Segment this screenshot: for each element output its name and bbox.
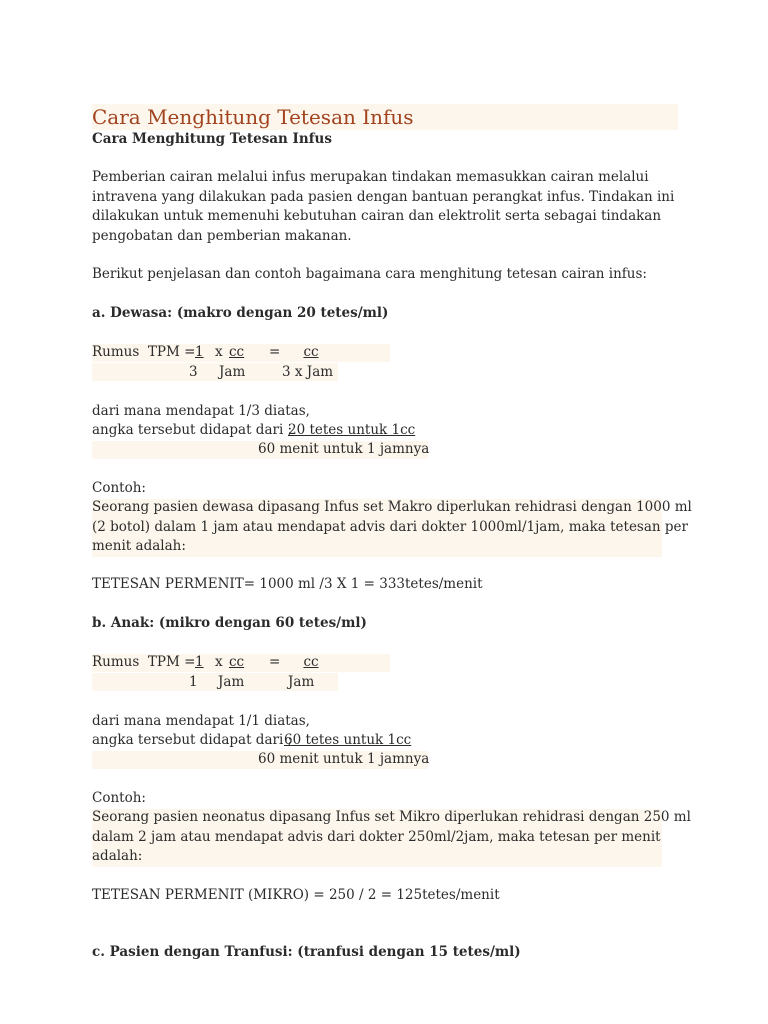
formula-times: x [215, 344, 223, 360]
lead-paragraph: Berikut penjelasan dan contoh bagaimana cara menghitung tetesan cairan infus: [92, 266, 647, 282]
contoh-line: menit adalah: [92, 538, 186, 554]
formula-den: Jam [288, 674, 315, 690]
subtitle: Cara Menghitung Tetesan Infus [92, 131, 332, 147]
intro-line: dilakukan untuk memenuhi kebutuhan cairan dan elektrolit serta sebagai tindakan [92, 208, 662, 224]
formula-equals: = [269, 344, 281, 360]
intro-line: Pemberian cairan melalui infus merupakan tindakan memasukkan cairan melalui [92, 169, 649, 185]
contoh-label: Contoh: [92, 480, 146, 496]
result-line: TETESAN PERMENIT= 1000 ml /3 X 1 = 333tetes/menit [92, 576, 483, 592]
fraction-den: 60 menit untuk 1 jamnya [258, 441, 430, 457]
formula-times: x [215, 654, 223, 670]
page-title: Cara Menghitung Tetesan Infus [92, 104, 678, 130]
contoh-paragraph [92, 808, 691, 867]
rumus-label: Rumus TPM = [92, 654, 196, 670]
intro-line: intravena yang dilakukan pada pasien dengan bantuan perangkat infus. Tindakan ini [92, 188, 675, 205]
section-a-heading: a. Dewasa: (makro dengan 20 tetes/ml) [92, 305, 389, 321]
formula-num: cc [229, 344, 245, 360]
intro-paragraph [92, 168, 682, 246]
contoh-paragraph [92, 498, 692, 557]
formula-num: cc [303, 654, 319, 670]
fraction-den: 60 menit untuk 1 jamnya [258, 751, 430, 767]
dari-line: angka tersebut didapat dari ; [92, 422, 293, 438]
dari-line: dari mana mendapat 1/1 diatas, [92, 713, 310, 729]
formula-den: Jam [218, 674, 245, 690]
result-line: TETESAN PERMENIT (MIKRO) = 250 / 2 = 125tetes/menit [92, 887, 500, 903]
intro-line: pengobatan dan pemberian makanan. [92, 227, 352, 244]
formula-num: cc [303, 344, 319, 360]
contoh-line: dalam 2 jam atau mendapat advis dari dokter 250ml/2jam, maka tetesan per menit [92, 828, 661, 845]
contoh-label: Contoh: [92, 790, 146, 806]
dari-line: angka tersebut didapat dari ; [92, 732, 293, 748]
formula-den: 3 [189, 364, 198, 380]
formula-den: 1 [189, 674, 198, 690]
contoh-line: (2 botol) dalam 1 jam atau mendapat advis dari dokter 1000ml/1jam, maka tetesan per [92, 518, 688, 535]
contoh-line: Seorang pasien dewasa dipasang Infus set Makro diperlukan rehidrasi dengan 1000 ml [92, 499, 692, 515]
section-b-heading: b. Anak: (mikro dengan 60 tetes/ml) [92, 615, 367, 631]
formula-equals: = [269, 654, 281, 670]
section-c-heading: c. Pasien dengan Tranfusi: (tranfusi dengan 15 tetes/ml) [92, 944, 521, 960]
formula-num: 1 [195, 654, 204, 670]
formula-num: 1 [195, 344, 204, 360]
formula-den: 3 x Jam [282, 364, 334, 380]
formula-num: cc [229, 654, 245, 670]
formula-den: Jam [219, 364, 246, 380]
fraction-num: 20 tetes untuk 1cc [288, 422, 416, 438]
dari-line: dari mana mendapat 1/3 diatas, [92, 403, 310, 419]
fraction-num: 60 tetes untuk 1cc [284, 732, 412, 748]
rumus-label: Rumus TPM = [92, 344, 196, 360]
contoh-line: adalah: [92, 848, 143, 864]
contoh-line: Seorang pasien neonatus dipasang Infus set Mikro diperlukan rehidrasi dengan 250 ml [92, 809, 691, 825]
